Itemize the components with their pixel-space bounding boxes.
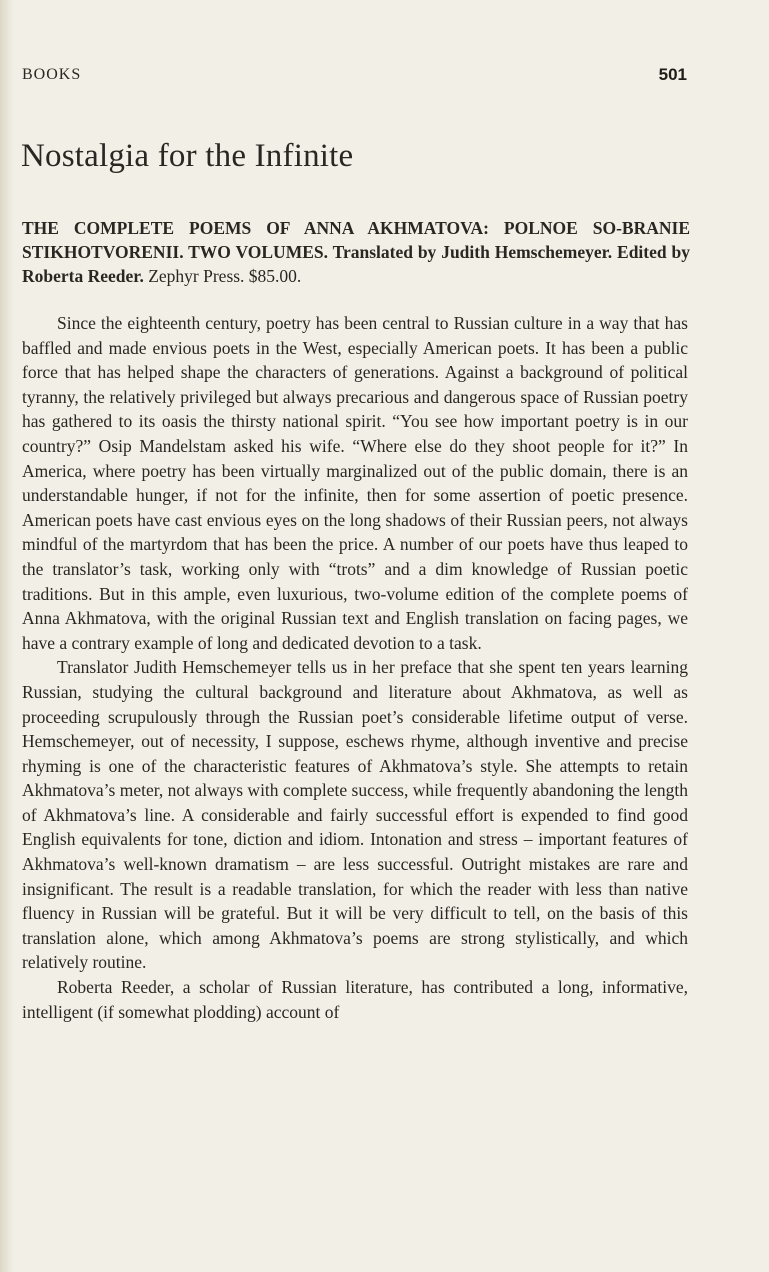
body-paragraph-2: Translator Judith Hemschemeyer tells us in her preface that she spent ten years learning Russian, studying the cultural background and literature about Akhmatova, as well as proceeding scrupulously through the Russian poet’s considerable lifetime output of verse. Hemschemeyer, out of necessity, I suppose, eschews rhyme, although inventive and precise rhyming is one of the characteristic features of Akhmatova’s style. She attempts to retain Akhmatova’s meter, not always with complete success, while frequently abandoning the length of Akhmatova’s line. A considerable and fairly successful effort is expended to find good English equivalents for tone, diction and idiom. Intonation and stress – important features of Akhmatova’s well-known dramatism – are less successful. Outright mistakes are rare and insignificant. The result is a readable translation, for which the reader with less than native fluency in Russian will be grateful. But it will be very difficult to tell, on the basis of this translation alone, which among Akhmatova’s poems are strong stylistically, and which relatively routine. <box>22 657 688 973</box>
section-name: BOOKS <box>22 66 82 83</box>
book-citation-title: THE COMPLETE POEMS OF ANNA AKHMATOVA: POLNOE SO-BRANIE STIKHOTVORENII. TWO VOLUMES. Translated by Judith Hemschemeyer. Edited by Roberta Reeder. <box>22 218 690 286</box>
body-paragraph-1: Since the eighteenth century, poetry has been central to Russian culture in a way that has baffled and made envious poets in the West, especially American poets. It has been a public force that has helped shape the characters of generations. Against a background of political tyranny, the relatively privileged but always precarious and dangerous space of Russian poetry has gathered to its oasis the thirsty national spirit. “You see how important poetry is in our country?” Osip Mandelstam asked his wife. “Where else do they shoot people for it?” In America, where poetry has been virtually marginalized out of the public domain, there is an understandable hunger, if not for the infinite, then for some assertion of poetic presence. American poets have cast envious eyes on the long shadows of their Russian peers, not always mindful of the martyrdom that has been the price. A number of our poets have thus leaped to the translator’s task, working only with “trots” and a dim knowledge of Russian poetic traditions. But in this ample, even luxurious, two-volume edition of the complete poems of Anna Akhmatova, with the original Russian text and English translation on facing pages, we have a contrary example of long and dedicated devotion to a task. <box>22 313 688 653</box>
book-citation-publisher-price: Zephyr Press. $85.00. <box>148 266 302 286</box>
page-number: 501 <box>658 65 687 84</box>
page-edge-shadow <box>0 0 14 1272</box>
article-title: Nostalgia for the Infinite <box>21 138 354 174</box>
body-paragraph-3: Roberta Reeder, a scholar of Russian literature, has contributed a long, informative, intelligent (if somewhat plodding) account of <box>22 977 688 1022</box>
article-body <box>22 311 688 1024</box>
running-head <box>22 66 687 90</box>
book-citation <box>22 216 690 288</box>
